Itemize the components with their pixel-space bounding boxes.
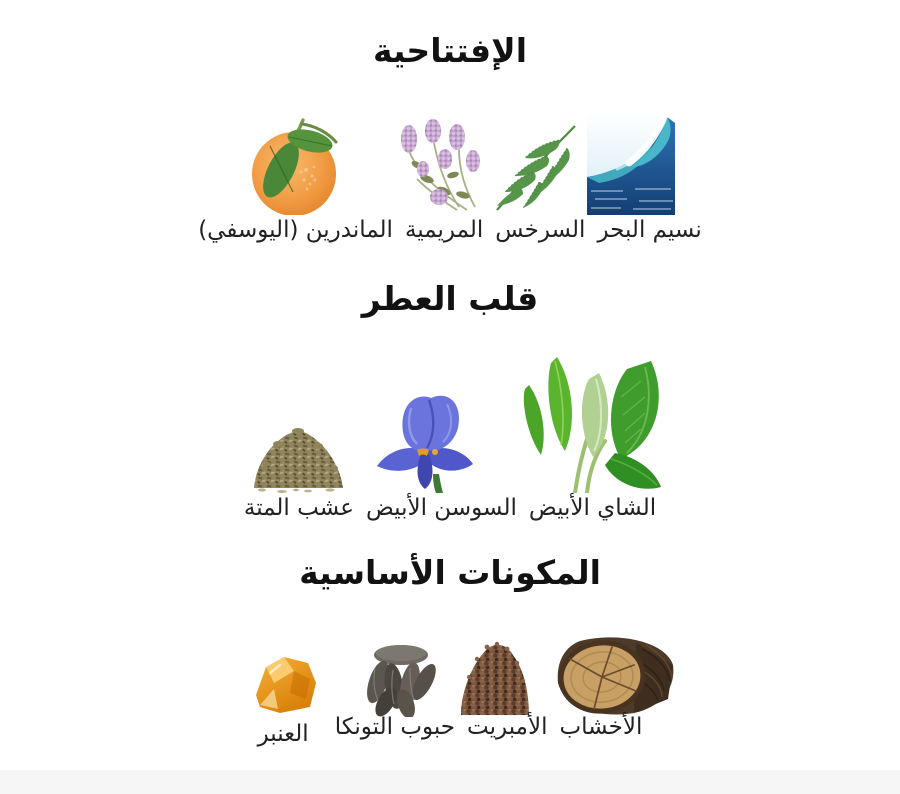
- label-fern: السرخس: [495, 217, 586, 243]
- mandarin-icon: [244, 112, 344, 215]
- section-title-top-notes: الإفتتاحية: [372, 31, 528, 70]
- bottom-strip: [0, 770, 900, 794]
- heart-notes-labels: [0, 493, 900, 524]
- sea-wave-icon: [587, 113, 675, 215]
- heart-notes-image-row: [6, 353, 900, 493]
- label-woods: الأخشاب: [559, 714, 643, 740]
- label-white-iris: السوسن الأبيض: [365, 495, 517, 521]
- label-mate-herb: عشب المتة: [243, 495, 354, 521]
- section-title-heart-notes: قلب العطر: [361, 279, 539, 318]
- section-title-base-notes: المكونات الأساسية: [299, 553, 601, 592]
- label-ambrette: الأمبريت: [467, 714, 548, 740]
- tonka-beans-icon: [360, 640, 438, 717]
- mate-herb-icon: [248, 404, 348, 493]
- wood-log-icon: [550, 635, 675, 717]
- top-notes-image-row: [9, 112, 900, 215]
- iris-flower-icon: [373, 388, 477, 493]
- label-tonka-beans: حبوب التونكا: [334, 714, 456, 740]
- fern-icon: [489, 122, 579, 215]
- sage-blossom-icon: [387, 117, 481, 215]
- top-notes-labels: [0, 215, 900, 246]
- ambrette-seeds-icon: [457, 637, 533, 717]
- label-amber: العنبر: [257, 721, 309, 747]
- base-notes-labels: [0, 712, 900, 747]
- label-mandarin: الماندرين (اليوسفي): [198, 217, 393, 243]
- label-white-tea: الشاي الأبيض: [528, 495, 657, 521]
- amber-resin-icon: [250, 649, 320, 717]
- label-sea-breeze: نسيم البحر: [597, 217, 702, 243]
- base-notes-image-row: [12, 633, 900, 717]
- label-sage: المريمية: [404, 217, 484, 243]
- tea-leaves-icon: [503, 353, 665, 493]
